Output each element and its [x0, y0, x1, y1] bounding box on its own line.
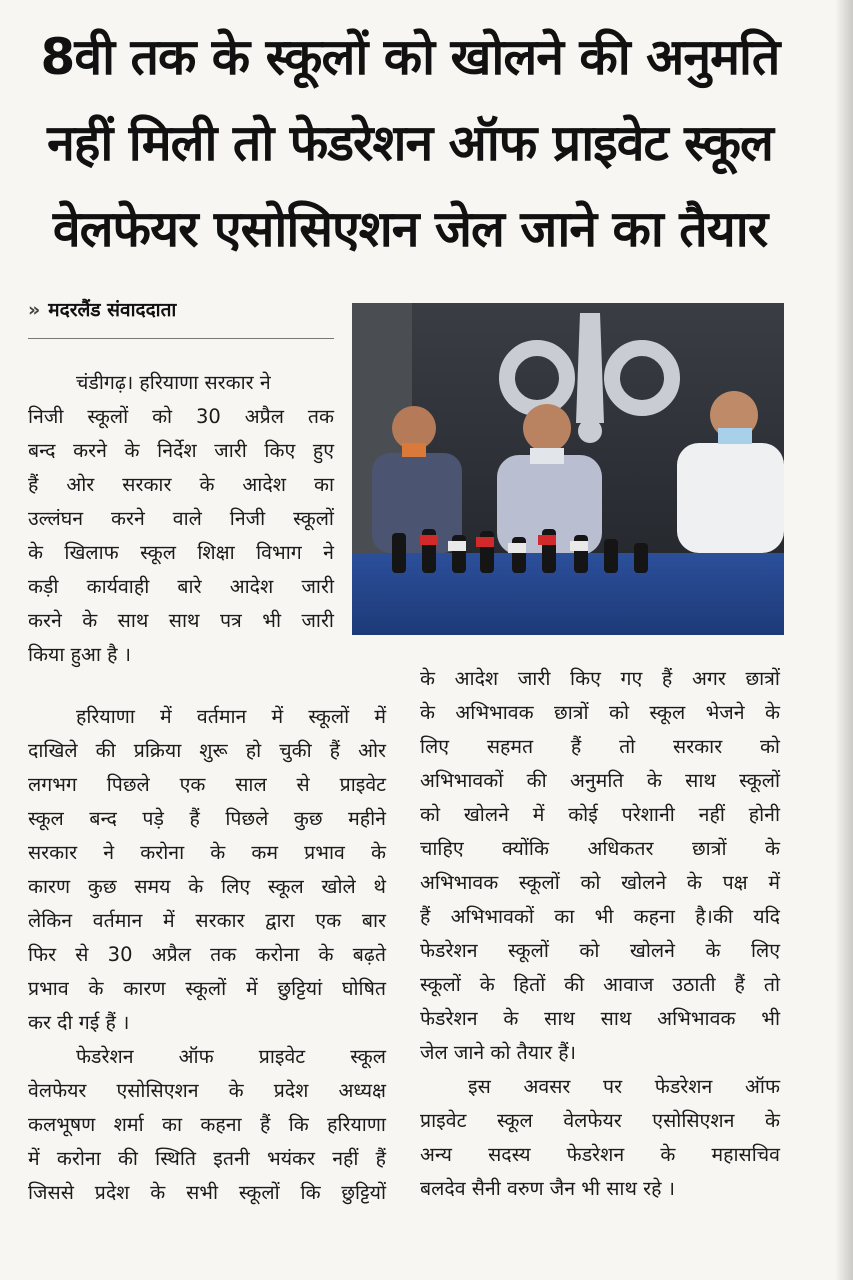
press-conference-photo — [352, 303, 784, 635]
article-line: वेलफेयर एसोसिएशन के प्रदेश अध्यक्ष — [28, 1079, 386, 1102]
article-line: किया हुआ है । — [28, 643, 132, 666]
headline-line-3: वेलफेयर एसोसिएशन जेल जाने का तैयार — [52, 200, 768, 258]
article-line: उल्लंघन करने वाले निजी स्कूलों — [28, 507, 334, 530]
article-line: निजी स्कूलों को 30 अप्रैल तक — [28, 405, 334, 428]
article-line: चाहिए क्योंकि अधिकतर छात्रों के — [420, 837, 780, 860]
byline-marker: » — [28, 299, 41, 321]
article-line: के खिलाफ स्कूल शिक्षा विभाग ने — [28, 541, 334, 564]
article-column-2 — [28, 700, 386, 1210]
article-line: को खोलने में कोई परेशानी नहीं होनी — [420, 803, 780, 826]
article-line: कारण कुछ समय के लिए स्कूल खोले थे — [28, 875, 386, 898]
article-line: हैं ओर सरकार के आदेश का — [28, 473, 334, 496]
article-line: हैं अभिभावकों का भी कहना है।की यदि — [420, 905, 780, 928]
article-line: फेडरेशन स्कूलों को खोलने के लिए — [420, 939, 780, 962]
article-line: अभिभावकों की अनुमति के साथ स्कूलों — [420, 769, 780, 792]
article-line: कलभूषण शर्मा का कहना हैं कि हरियाणा — [28, 1113, 386, 1136]
article-line: दाखिले की प्रक्रिया शुरू हो चुकी हैं ओर — [28, 739, 386, 762]
article-line: के आदेश जारी किए गए हैं अगर छात्रों — [420, 667, 780, 690]
article-line: अभिभावक स्कूलों को खोलने के पक्ष में — [420, 871, 780, 894]
article-column-3 — [420, 662, 780, 1206]
article-line: में करोना की स्थिति इतनी भयंकर नहीं हैं — [28, 1147, 386, 1170]
headline-line-1: 8वी तक के स्कूलों को खोलने की अनुमति — [40, 28, 780, 86]
article-line: फेडरेशन ऑफ प्राइवेट स्कूल — [76, 1045, 386, 1068]
headline-line-2: नहीं मिली तो फेडरेशन ऑफ प्राइवेट स्कूल — [47, 114, 773, 172]
article-line: स्कूल बन्द पड़े हैं पिछले कुछ महीने — [28, 807, 386, 830]
article-line: फेडरेशन के साथ साथ अभिभावक भी — [420, 1007, 780, 1030]
article-line: जेल जाने को तैयार हैं। — [420, 1041, 577, 1064]
article-line: लगभग पिछले एक साल से प्राइवेट — [28, 773, 386, 796]
article-line: लेकिन वर्तमान में सरकार द्वारा एक बार — [28, 909, 386, 932]
byline-text: मदरलैंड संवाददाता — [48, 299, 177, 321]
page-edge-shadow — [835, 0, 853, 1280]
article-line: प्रभाव के कारण स्कूलों में छुट्टियां घोषित — [28, 977, 386, 1000]
article-line: अन्य सदस्य फेडरेशन के महासचिव — [420, 1143, 780, 1166]
article-line: कर दी गई हैं । — [28, 1011, 130, 1034]
article-column-1 — [28, 366, 334, 672]
byline — [28, 296, 334, 322]
article-line: जिससे प्रदेश के सभी स्कूलों कि छुट्टियों — [28, 1181, 386, 1204]
article-line: प्राइवेट स्कूल वेलफेयर एसोसिएशन के — [420, 1109, 780, 1132]
byline-divider — [28, 338, 334, 339]
article-line: इस अवसर पर फेडरेशन ऑफ — [468, 1075, 780, 1098]
headline — [20, 14, 800, 272]
article-line: लिए सहमत हैं तो सरकार को — [420, 735, 780, 758]
article-line: चंडीगढ़। हरियाणा सरकार ने — [76, 371, 271, 394]
article-line: बलदेव सैनी वरुण जैन भी साथ रहे । — [420, 1177, 676, 1200]
article-line: के अभिभावक छात्रों को स्कूल भेजने के — [420, 701, 780, 724]
article-line: स्कूलों के हितों की आवाज उठाती हैं तो — [420, 973, 780, 996]
article-line: हरियाणा में वर्तमान में स्कूलों में — [76, 705, 386, 728]
article-line: फिर से 30 अप्रैल तक करोना के बढ़ते — [28, 943, 386, 966]
article-line: बन्द करने के निर्देश जारी किए हुए — [28, 439, 334, 462]
article-line: करने के साथ साथ पत्र भी जारी — [28, 609, 334, 632]
article-line: सरकार ने करोना के कम प्रभाव के — [28, 841, 386, 864]
article-line: कड़ी कार्यवाही बारे आदेश जारी — [28, 575, 334, 598]
